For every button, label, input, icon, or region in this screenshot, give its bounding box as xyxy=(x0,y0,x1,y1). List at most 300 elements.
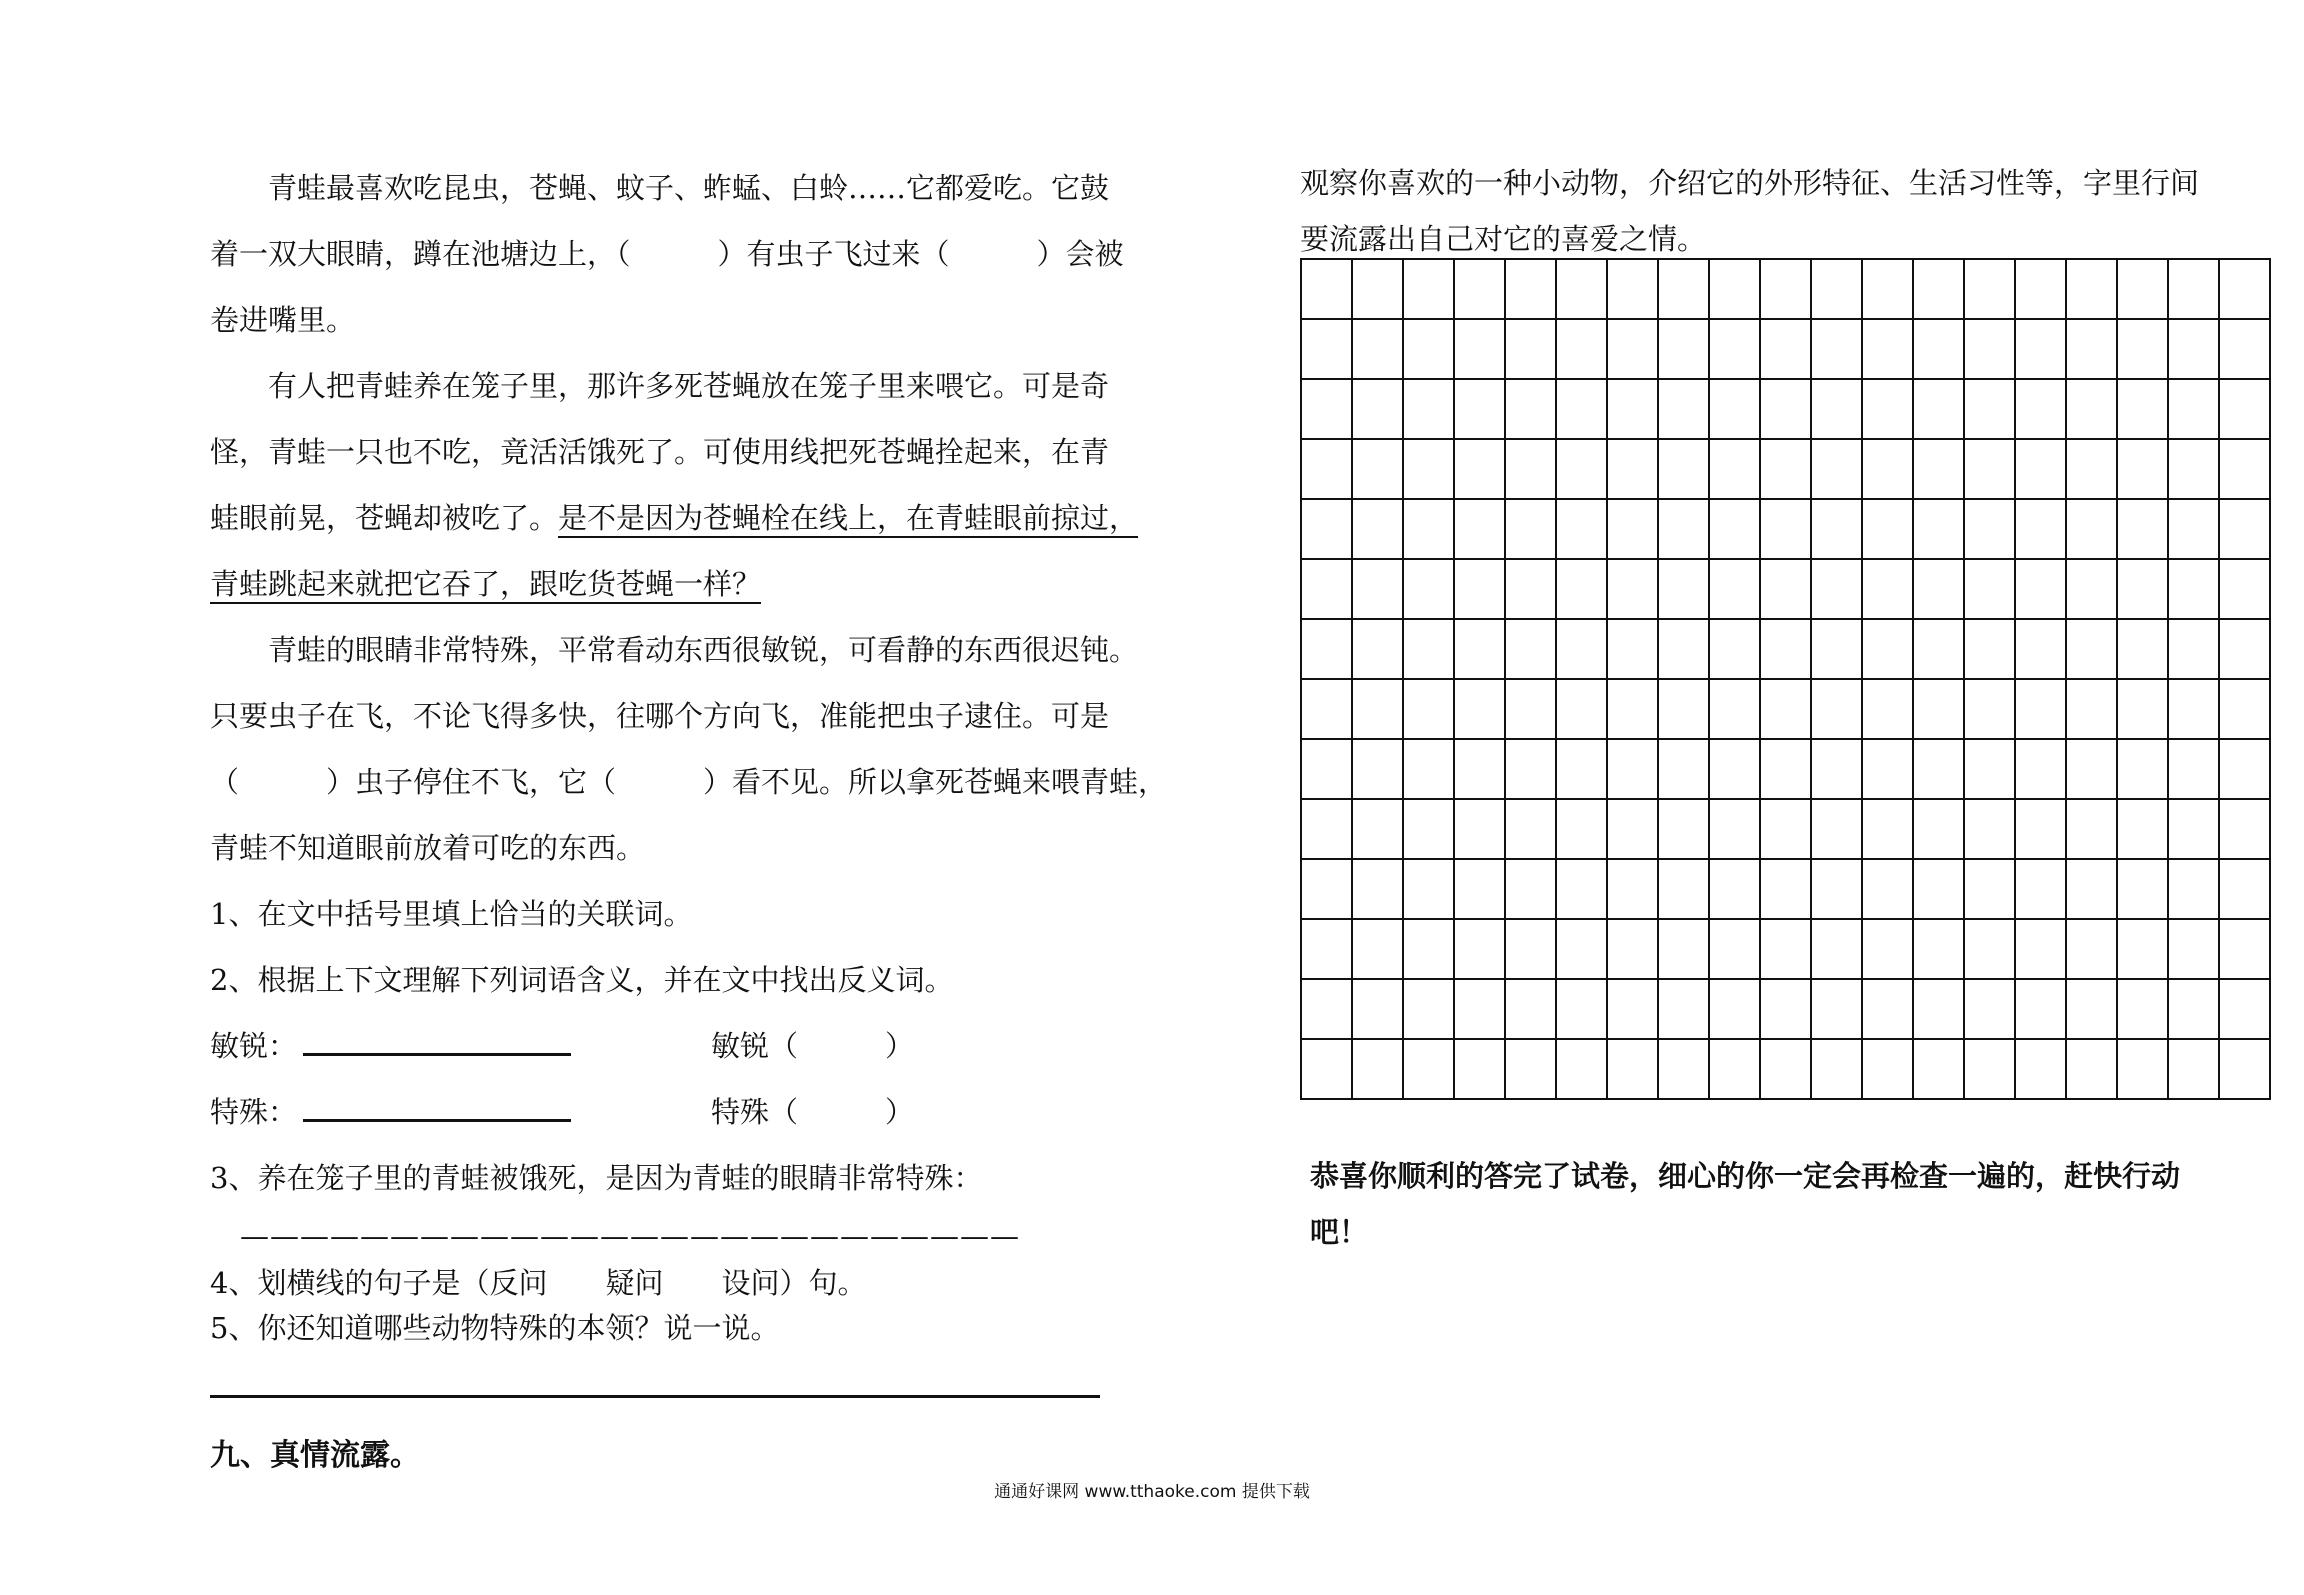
grid-cell[interactable] xyxy=(1404,920,1455,980)
grid-cell[interactable] xyxy=(2220,1040,2271,1100)
grid-cell[interactable] xyxy=(2169,560,2220,620)
grid-cell[interactable] xyxy=(2169,680,2220,740)
grid-cell[interactable] xyxy=(1302,620,1353,680)
grid-cell[interactable] xyxy=(2118,260,2169,320)
grid-cell[interactable] xyxy=(1404,740,1455,800)
question-4: 4、划横线的句子是（反问 疑问 设问）句。 xyxy=(210,1266,867,1300)
grid-cell[interactable] xyxy=(1302,680,1353,740)
grid-cell[interactable] xyxy=(1659,380,1710,440)
grid-cell[interactable] xyxy=(1863,620,1914,680)
grid-cell[interactable] xyxy=(2169,740,2220,800)
grid-cell[interactable] xyxy=(1506,680,1557,740)
grid-cell[interactable] xyxy=(1506,1040,1557,1100)
grid-cell[interactable] xyxy=(1659,560,1710,620)
grid-cell[interactable] xyxy=(1761,500,1812,560)
passage-p2-line3 xyxy=(210,485,1139,551)
grid-cell[interactable] xyxy=(1455,980,1506,1040)
word1-label: 敏锐： xyxy=(210,1029,298,1063)
grid-cell[interactable] xyxy=(1710,860,1761,920)
grid-cell[interactable] xyxy=(1608,380,1659,440)
grid-cell[interactable] xyxy=(1710,620,1761,680)
grid-cell[interactable] xyxy=(1914,560,1965,620)
grid-cell[interactable] xyxy=(1965,800,2016,860)
grid-cell[interactable] xyxy=(1353,740,1404,800)
grid-cell[interactable] xyxy=(1608,740,1659,800)
word2-label: 特殊： xyxy=(210,1095,298,1129)
grid-cell[interactable] xyxy=(1455,1040,1506,1100)
grid-cell[interactable] xyxy=(2118,980,2169,1040)
grid-cell[interactable] xyxy=(1812,380,1863,440)
grid-cell[interactable] xyxy=(2016,560,2067,620)
grid-cell[interactable] xyxy=(2169,920,2220,980)
grid-cell[interactable] xyxy=(1404,260,1455,320)
grid-cell[interactable] xyxy=(1761,380,1812,440)
grid-cell[interactable] xyxy=(1608,560,1659,620)
grid-cell[interactable] xyxy=(1608,1040,1659,1100)
grid-cell[interactable] xyxy=(1761,320,1812,380)
grid-cell[interactable] xyxy=(2067,800,2118,860)
grid-cell[interactable] xyxy=(1761,260,1812,320)
grid-cell[interactable] xyxy=(1965,1040,2016,1100)
grid-cell[interactable] xyxy=(1965,260,2016,320)
grid-cell[interactable] xyxy=(1914,620,1965,680)
passage-p1-line1: 青蛙最喜欢吃昆虫，苍蝇、蚊子、蚱蜢、白蛉……它都爱吃。它鼓 xyxy=(268,171,1110,205)
grid-cell[interactable] xyxy=(2118,620,2169,680)
grid-cell[interactable] xyxy=(1914,320,1965,380)
grid-cell[interactable] xyxy=(2118,920,2169,980)
grid-cell[interactable] xyxy=(2067,320,2118,380)
grid-cell[interactable] xyxy=(1812,260,1863,320)
grid-cell[interactable] xyxy=(2169,980,2220,1040)
grid-cell[interactable] xyxy=(1608,980,1659,1040)
writing-prompt-line1: 观察你喜欢的一种小动物，介绍它的外形特征、生活习性等，字里行间 xyxy=(1300,166,2200,200)
grid-cell[interactable] xyxy=(1659,1040,1710,1100)
grid-cell[interactable] xyxy=(2016,680,2067,740)
grid-cell[interactable] xyxy=(1761,620,1812,680)
grid-cell[interactable] xyxy=(1914,1040,1965,1100)
grid-cell[interactable] xyxy=(1608,680,1659,740)
grid-cell[interactable] xyxy=(1353,560,1404,620)
grid-cell[interactable] xyxy=(1455,440,1506,500)
grid-cell[interactable] xyxy=(2016,1040,2067,1100)
grid-cell[interactable] xyxy=(2067,620,2118,680)
grid-cell[interactable] xyxy=(1506,380,1557,440)
grid-cell[interactable] xyxy=(2118,560,2169,620)
passage-p3-line4: 青蛙不知道眼前放着可吃的东西。 xyxy=(210,831,646,865)
grid-cell[interactable] xyxy=(1863,680,1914,740)
grid-cell[interactable] xyxy=(1863,440,1914,500)
grid-cell[interactable] xyxy=(1761,920,1812,980)
grid-cell[interactable] xyxy=(1863,860,1914,920)
grid-cell[interactable] xyxy=(1353,500,1404,560)
grid-cell[interactable] xyxy=(1608,500,1659,560)
grid-cell[interactable] xyxy=(1302,380,1353,440)
question-5-answer-line[interactable] xyxy=(210,1395,1100,1398)
grid-cell[interactable] xyxy=(1710,740,1761,800)
grid-cell[interactable] xyxy=(1863,920,1914,980)
grid-cell[interactable] xyxy=(1812,620,1863,680)
grid-cell[interactable] xyxy=(1506,500,1557,560)
underlined-sentence-part2: 青蛙跳起来就把它吞了，跟吃货苍蝇一样？ xyxy=(210,567,762,601)
grid-cell[interactable] xyxy=(1353,260,1404,320)
grid-cell[interactable] xyxy=(1659,800,1710,860)
grid-cell[interactable] xyxy=(1608,620,1659,680)
grid-cell[interactable] xyxy=(1965,920,2016,980)
grid-cell[interactable] xyxy=(2169,1040,2220,1100)
grid-cell[interactable] xyxy=(1353,320,1404,380)
grid-cell[interactable] xyxy=(1914,440,1965,500)
grid-cell[interactable] xyxy=(2067,920,2118,980)
grid-cell[interactable] xyxy=(1404,560,1455,620)
grid-cell[interactable] xyxy=(1404,980,1455,1040)
grid-cell[interactable] xyxy=(1812,560,1863,620)
grid-cell[interactable] xyxy=(2220,620,2271,680)
grid-cell[interactable] xyxy=(2169,260,2220,320)
grid-cell[interactable] xyxy=(2067,500,2118,560)
grid-cell[interactable] xyxy=(1761,980,1812,1040)
grid-cell[interactable] xyxy=(1863,980,1914,1040)
grid-cell[interactable] xyxy=(1965,980,2016,1040)
grid-cell[interactable] xyxy=(2169,800,2220,860)
grid-cell[interactable] xyxy=(1506,440,1557,500)
grid-cell[interactable] xyxy=(1455,500,1506,560)
grid-cell[interactable] xyxy=(1455,620,1506,680)
grid-cell[interactable] xyxy=(2067,740,2118,800)
closing-line2: 吧！ xyxy=(1310,1215,1369,1249)
grid-cell[interactable] xyxy=(1404,320,1455,380)
grid-cell[interactable] xyxy=(1659,260,1710,320)
grid-cell[interactable] xyxy=(1353,1040,1404,1100)
grid-cell[interactable] xyxy=(1455,320,1506,380)
grid-cell[interactable] xyxy=(2118,380,2169,440)
question-2-word2-row xyxy=(210,1079,1110,1145)
grid-cell[interactable] xyxy=(1710,380,1761,440)
grid-cell[interactable] xyxy=(1812,320,1863,380)
grid-cell[interactable] xyxy=(2016,320,2067,380)
grid-cell[interactable] xyxy=(1659,860,1710,920)
question-2: 2、根据上下文理解下列词语含义，并在文中找出反义词。 xyxy=(210,963,954,997)
grid-cell[interactable] xyxy=(1608,260,1659,320)
grid-cell[interactable] xyxy=(1710,680,1761,740)
grid-cell[interactable] xyxy=(1659,320,1710,380)
grid-cell[interactable] xyxy=(1863,380,1914,440)
grid-cell[interactable] xyxy=(1302,320,1353,380)
grid-cell[interactable] xyxy=(2118,320,2169,380)
grid-cell[interactable] xyxy=(2118,1040,2169,1100)
grid-cell[interactable] xyxy=(1557,380,1608,440)
grid-cell[interactable] xyxy=(1557,440,1608,500)
grid-cell[interactable] xyxy=(1302,500,1353,560)
grid-cell[interactable] xyxy=(1710,1040,1761,1100)
grid-cell[interactable] xyxy=(1404,500,1455,560)
question-1: 1、在文中括号里填上恰当的关联词。 xyxy=(210,897,693,931)
grid-cell[interactable] xyxy=(1302,440,1353,500)
grid-cell[interactable] xyxy=(2118,800,2169,860)
grid-cell[interactable] xyxy=(2220,860,2271,920)
grid-cell[interactable] xyxy=(1965,380,2016,440)
grid-cell[interactable] xyxy=(2220,560,2271,620)
grid-cell[interactable] xyxy=(1761,560,1812,620)
grid-cell[interactable] xyxy=(1608,320,1659,380)
grid-cell[interactable] xyxy=(1455,260,1506,320)
grid-cell[interactable] xyxy=(1353,620,1404,680)
grid-cell[interactable] xyxy=(1302,560,1353,620)
question-3-answer-dashes[interactable]: —————————————————————————— xyxy=(240,1219,1020,1253)
grid-cell[interactable] xyxy=(2118,860,2169,920)
grid-cell[interactable] xyxy=(1557,260,1608,320)
grid-cell[interactable] xyxy=(1659,500,1710,560)
grid-cell[interactable] xyxy=(1965,680,2016,740)
grid-cell[interactable] xyxy=(1404,800,1455,860)
grid-cell[interactable] xyxy=(1455,860,1506,920)
grid-cell[interactable] xyxy=(1914,500,1965,560)
grid-cell[interactable] xyxy=(2067,860,2118,920)
grid-cell[interactable] xyxy=(1659,440,1710,500)
underlined-sentence-part1: 是不是因为苍蝇栓在线上，在青蛙眼前掠过， xyxy=(558,501,1139,535)
grid-cell[interactable] xyxy=(1557,980,1608,1040)
grid-cell[interactable] xyxy=(1965,860,2016,920)
grid-cell[interactable] xyxy=(2067,380,2118,440)
grid-cell[interactable] xyxy=(2118,680,2169,740)
composition-grid[interactable] xyxy=(1300,258,2271,1100)
grid-cell[interactable] xyxy=(1812,500,1863,560)
grid-cell[interactable] xyxy=(1659,980,1710,1040)
grid-cell[interactable] xyxy=(2016,260,2067,320)
grid-cell[interactable] xyxy=(1965,620,2016,680)
grid-cell[interactable] xyxy=(2169,500,2220,560)
grid-cell[interactable] xyxy=(1302,1040,1353,1100)
grid-cell[interactable] xyxy=(2220,740,2271,800)
grid-cell[interactable] xyxy=(1710,980,1761,1040)
grid-cell[interactable] xyxy=(2169,380,2220,440)
grid-cell[interactable] xyxy=(2067,560,2118,620)
passage-p2-line3-plain: 蛙眼前晃，苍蝇却被吃了。 xyxy=(210,501,559,535)
grid-cell[interactable] xyxy=(1557,560,1608,620)
grid-cell[interactable] xyxy=(1353,440,1404,500)
grid-cell[interactable] xyxy=(1710,560,1761,620)
grid-cell[interactable] xyxy=(1455,740,1506,800)
grid-cell[interactable] xyxy=(2067,440,2118,500)
reading-passage-column xyxy=(210,155,1168,1474)
grid-cell[interactable] xyxy=(1557,500,1608,560)
grid-cell[interactable] xyxy=(1353,380,1404,440)
grid-cell[interactable] xyxy=(1812,740,1863,800)
grid-cell[interactable] xyxy=(1608,800,1659,860)
grid-cell[interactable] xyxy=(1914,980,1965,1040)
grid-cell[interactable] xyxy=(1455,920,1506,980)
grid-cell[interactable] xyxy=(1353,800,1404,860)
grid-cell[interactable] xyxy=(1557,800,1608,860)
grid-cell[interactable] xyxy=(1506,320,1557,380)
closing-line1: 恭喜你顺利的答完了试卷，细心的你一定会再检查一遍的，赶快行动 xyxy=(1310,1159,2181,1193)
grid-cell[interactable] xyxy=(1965,560,2016,620)
grid-cell[interactable] xyxy=(1965,740,2016,800)
grid-cell[interactable] xyxy=(1404,380,1455,440)
grid-cell[interactable] xyxy=(1761,440,1812,500)
grid-cell[interactable] xyxy=(1914,260,1965,320)
grid-cell[interactable] xyxy=(1455,800,1506,860)
word2-antonym: 特殊（ ） xyxy=(711,1095,915,1129)
passage-p2-line2: 怪，青蛙一只也不吃，竟活活饿死了。可使用线把死苍蝇拴起来，在青 xyxy=(210,435,1110,469)
grid-cell[interactable] xyxy=(2016,380,2067,440)
grid-cell[interactable] xyxy=(1608,860,1659,920)
grid-cell[interactable] xyxy=(1455,560,1506,620)
grid-cell[interactable] xyxy=(1812,860,1863,920)
grid-cell[interactable] xyxy=(2016,440,2067,500)
grid-cell[interactable] xyxy=(1506,980,1557,1040)
passage-p1-line3: 卷进嘴里。 xyxy=(210,303,356,337)
grid-cell[interactable] xyxy=(1557,740,1608,800)
grid-cell[interactable] xyxy=(1506,260,1557,320)
grid-cell[interactable] xyxy=(1863,1040,1914,1100)
word1-meaning-blank[interactable] xyxy=(303,1035,571,1056)
grid-cell[interactable] xyxy=(1914,920,1965,980)
grid-cell[interactable] xyxy=(1302,260,1353,320)
grid-cell[interactable] xyxy=(2169,860,2220,920)
grid-cell[interactable] xyxy=(1404,1040,1455,1100)
grid-cell[interactable] xyxy=(1710,500,1761,560)
grid-cell[interactable] xyxy=(1455,680,1506,740)
grid-cell[interactable] xyxy=(1353,680,1404,740)
grid-cell[interactable] xyxy=(2016,800,2067,860)
grid-cell[interactable] xyxy=(1557,860,1608,920)
grid-cell[interactable] xyxy=(1302,920,1353,980)
grid-cell[interactable] xyxy=(2220,380,2271,440)
grid-cell[interactable] xyxy=(2169,620,2220,680)
grid-cell[interactable] xyxy=(2067,680,2118,740)
grid-cell[interactable] xyxy=(2067,980,2118,1040)
grid-cell[interactable] xyxy=(1761,800,1812,860)
grid-cell[interactable] xyxy=(1506,860,1557,920)
passage-p2-line1: 有人把青蛙养在笼子里，那许多死苍蝇放在笼子里来喂它。可是奇 xyxy=(268,369,1110,403)
grid-cell[interactable] xyxy=(1506,920,1557,980)
grid-cell[interactable] xyxy=(2016,860,2067,920)
passage-p1-line2: 着一双大眼睛，蹲在池塘边上，（ ）有虫子飞过来（ ）会被 xyxy=(210,237,1124,271)
grid-cell[interactable] xyxy=(1863,320,1914,380)
grid-cell[interactable] xyxy=(1812,680,1863,740)
grid-cell[interactable] xyxy=(1761,1040,1812,1100)
grid-cell[interactable] xyxy=(2118,500,2169,560)
grid-cell[interactable] xyxy=(2220,500,2271,560)
grid-cell[interactable] xyxy=(1353,920,1404,980)
grid-cell[interactable] xyxy=(1353,860,1404,920)
writing-prompt xyxy=(1300,155,2250,267)
grid-cell[interactable] xyxy=(1710,920,1761,980)
grid-cell[interactable] xyxy=(1659,680,1710,740)
grid-cell[interactable] xyxy=(1302,860,1353,920)
grid-cell[interactable] xyxy=(1506,800,1557,860)
grid-cell[interactable] xyxy=(1506,620,1557,680)
footer-credit: 通通好课网 www.tthaoke.com 提供下载 xyxy=(994,1482,1310,1502)
grid-cell[interactable] xyxy=(2220,920,2271,980)
grid-cell[interactable] xyxy=(1761,860,1812,920)
grid-cell[interactable] xyxy=(1404,440,1455,500)
grid-cell[interactable] xyxy=(1455,380,1506,440)
passage-p2-line4 xyxy=(210,551,1110,617)
grid-cell[interactable] xyxy=(1404,860,1455,920)
grid-cell[interactable] xyxy=(1914,740,1965,800)
grid-cell[interactable] xyxy=(2220,320,2271,380)
section-9-title: 九、真情流露。 xyxy=(210,1438,420,1473)
grid-cell[interactable] xyxy=(2220,440,2271,500)
grid-cell[interactable] xyxy=(1557,1040,1608,1100)
grid-cell[interactable] xyxy=(2016,620,2067,680)
grid-cell[interactable] xyxy=(2220,980,2271,1040)
grid-cell[interactable] xyxy=(1965,320,2016,380)
grid-cell[interactable] xyxy=(1557,680,1608,740)
grid-cell[interactable] xyxy=(1557,320,1608,380)
grid-cell[interactable] xyxy=(2118,440,2169,500)
grid-cell[interactable] xyxy=(1353,980,1404,1040)
grid-cell[interactable] xyxy=(2220,800,2271,860)
grid-cell[interactable] xyxy=(2118,740,2169,800)
grid-cell[interactable] xyxy=(1506,740,1557,800)
composition-grid-wrapper xyxy=(1300,258,2271,1100)
grid-cell[interactable] xyxy=(1608,920,1659,980)
grid-cell[interactable] xyxy=(1608,440,1659,500)
grid-cell[interactable] xyxy=(1506,560,1557,620)
grid-cell[interactable] xyxy=(1812,1040,1863,1100)
grid-cell[interactable] xyxy=(1302,740,1353,800)
grid-cell[interactable] xyxy=(1557,620,1608,680)
grid-cell[interactable] xyxy=(2169,320,2220,380)
grid-cell[interactable] xyxy=(1812,920,1863,980)
grid-cell[interactable] xyxy=(2016,920,2067,980)
grid-cell[interactable] xyxy=(2067,260,2118,320)
grid-cell[interactable] xyxy=(1914,860,1965,920)
grid-cell[interactable] xyxy=(1863,800,1914,860)
grid-cell[interactable] xyxy=(2016,500,2067,560)
writing-prompt-line2: 要流露出自己对它的喜爱之情。 xyxy=(1300,222,1707,256)
grid-cell[interactable] xyxy=(2220,260,2271,320)
grid-cell[interactable] xyxy=(1863,740,1914,800)
grid-cell[interactable] xyxy=(1302,800,1353,860)
grid-cell[interactable] xyxy=(1914,800,1965,860)
grid-cell[interactable] xyxy=(1914,680,1965,740)
grid-cell[interactable] xyxy=(1710,440,1761,500)
grid-cell[interactable] xyxy=(1965,440,2016,500)
grid-cell[interactable] xyxy=(1404,680,1455,740)
grid-cell[interactable] xyxy=(1659,920,1710,980)
grid-cell[interactable] xyxy=(1761,680,1812,740)
grid-cell[interactable] xyxy=(1302,980,1353,1040)
grid-cell[interactable] xyxy=(1761,740,1812,800)
grid-cell[interactable] xyxy=(2016,980,2067,1040)
grid-cell[interactable] xyxy=(1710,260,1761,320)
grid-cell[interactable] xyxy=(1659,620,1710,680)
grid-cell[interactable] xyxy=(1965,500,2016,560)
grid-cell[interactable] xyxy=(1404,620,1455,680)
grid-cell[interactable] xyxy=(1914,380,1965,440)
grid-cell[interactable] xyxy=(2169,440,2220,500)
grid-cell[interactable] xyxy=(2067,1040,2118,1100)
grid-cell[interactable] xyxy=(2220,680,2271,740)
question-5: 5、你还知道哪些动物特殊的本领？说一说。 xyxy=(210,1311,780,1345)
grid-cell[interactable] xyxy=(1863,560,1914,620)
grid-cell[interactable] xyxy=(1710,320,1761,380)
grid-cell[interactable] xyxy=(1659,740,1710,800)
question-3: 3、养在笼子里的青蛙被饿死，是因为青蛙的眼睛非常特殊： xyxy=(210,1161,983,1195)
grid-cell[interactable] xyxy=(1812,440,1863,500)
word2-meaning-blank[interactable] xyxy=(303,1101,571,1122)
grid-cell[interactable] xyxy=(1812,980,1863,1040)
grid-cell[interactable] xyxy=(1863,500,1914,560)
grid-cell[interactable] xyxy=(1812,800,1863,860)
grid-cell[interactable] xyxy=(2016,740,2067,800)
grid-cell[interactable] xyxy=(1710,800,1761,860)
grid-cell[interactable] xyxy=(1863,260,1914,320)
grid-cell[interactable] xyxy=(1557,920,1608,980)
